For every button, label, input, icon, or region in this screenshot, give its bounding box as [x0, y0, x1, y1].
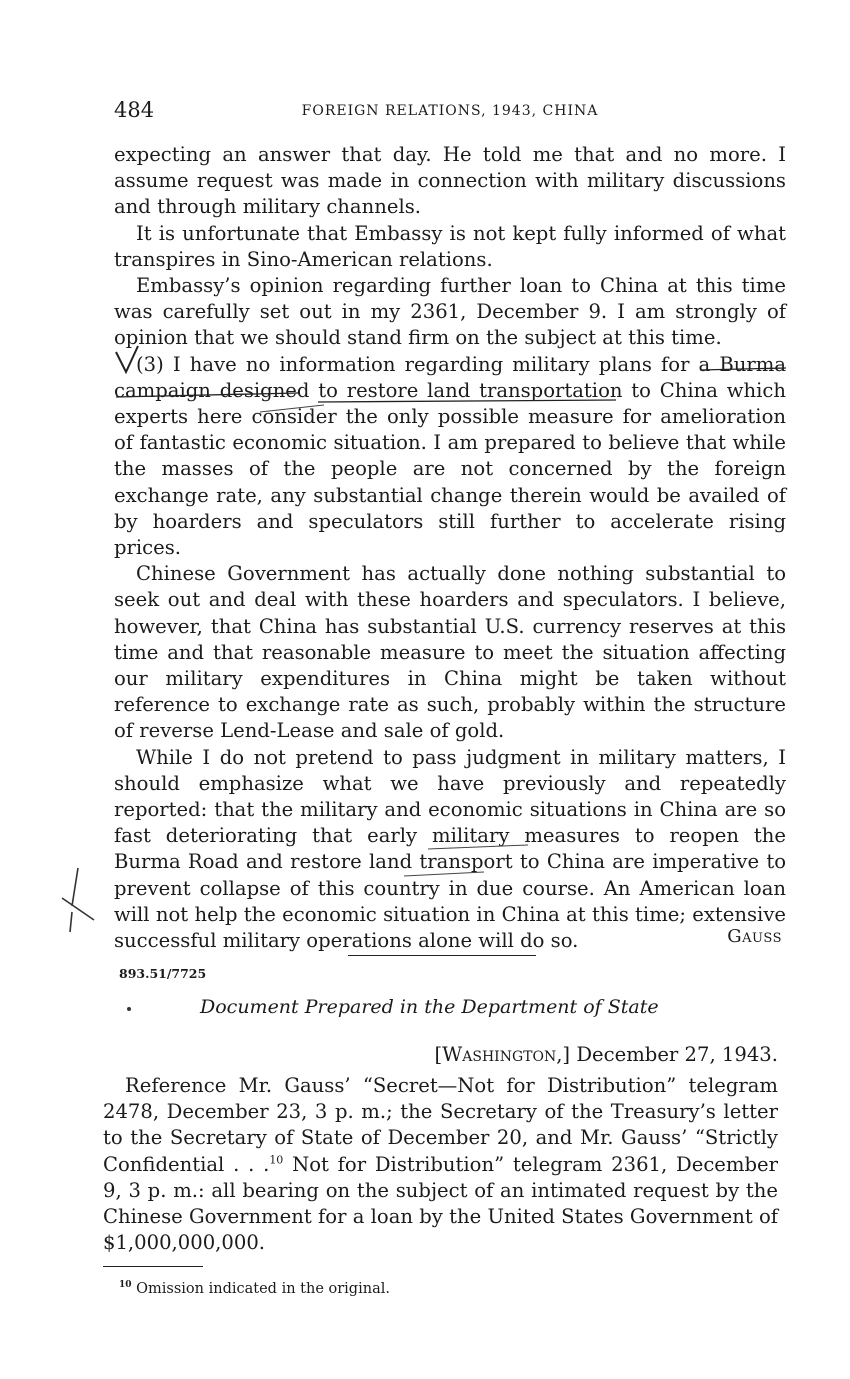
body-text-after-ref: Not for Distribution” telegram 2361, December 9, 3 p. m.: all bearing on the subject of an intimated request by the Chinese Government for a loan by the United States Government of $1,000,000,000.	[103, 1152, 778, 1255]
stray-mark	[127, 1007, 131, 1011]
page-header	[114, 98, 786, 126]
paragraph: (3) I have no information regarding military plans for a Burma campaign designed to restore land transportation to China which experts here consider the only possible measure for amelioration of fantastic economic situation. I am prepared to believe that while the masses of the people are not concerned by the foreign exchange rate, any substantial change therein would be availed of by hoarders and speculators still further to accelerate rising prices.	[114, 352, 786, 560]
paragraph: While I do not pretend to pass judgment in military matters, I should emphasize what we have previously and repeatedly reported: that the military and economic situations in China are so fast deteriorating that early military measures to reopen the Burma Road and restore land transport to China are imperative to prevent collapse of this country in due course. An American loan will not help the economic situation in China at this time; extensive successful military operations alone will do so.	[114, 745, 786, 953]
body-text-before-ref: Reference Mr. Gauss’ “Secret—Not for Distribution” telegram 2478, December 23, 3 p. m.; the Secretary of the Treasury’s letter to the Secretary of State of December 20, and Mr. Gauss’ “Strictly Confidential . . .	[103, 1074, 778, 1176]
telegram-body	[114, 142, 786, 954]
footnote-divider	[103, 1266, 203, 1267]
document-title: Document Prepared in the Department of State	[200, 996, 659, 1018]
footnote-reference[interactable]: 10	[269, 1153, 284, 1167]
paragraph: It is unfortunate that Embassy is not kept fully informed of what transpires in Sino-American relations.	[114, 221, 786, 271]
signature: Gauss	[727, 926, 782, 947]
dateline	[434, 1043, 778, 1066]
paragraph: Chinese Government has actually done nothing substantial to seek out and deal with these hoarders and speculators. I believe, however, that China has substantial U.S. currency reserves at this time and that reasonable measure to meet the situation affecting our military expenditures in China might be taken without reference to exchange rate as such, probably within the structure of reverse Lend-Lease and sale of gold.	[114, 562, 786, 743]
footnote-mark: 10	[119, 1280, 132, 1291]
dateline-place: [Washington,]	[434, 1043, 571, 1066]
running-title: FOREIGN RELATIONS, 1943, CHINA	[301, 103, 599, 119]
section-divider	[348, 955, 536, 956]
paragraph: expecting an answer that day. He told me that and no more. I assume request was made in connection with military discussions and through military channels.	[114, 143, 786, 219]
file-number: 893.51/7725	[119, 966, 207, 981]
paragraph: Embassy’s opinion regarding further loan to China at this time was carefully set out in my 2361, December 9. I am strongly of opinion that we should stand firm on the subject at this time.	[114, 274, 786, 350]
margin-x-annotation	[62, 868, 94, 932]
page-number: 484	[114, 98, 155, 122]
footnote-text: Omission indicated in the original.	[136, 1281, 390, 1297]
dateline-date: December 27, 1943.	[576, 1043, 778, 1066]
paragraph	[103, 1073, 778, 1256]
footnote	[119, 1281, 390, 1297]
document-body	[103, 1073, 778, 1256]
